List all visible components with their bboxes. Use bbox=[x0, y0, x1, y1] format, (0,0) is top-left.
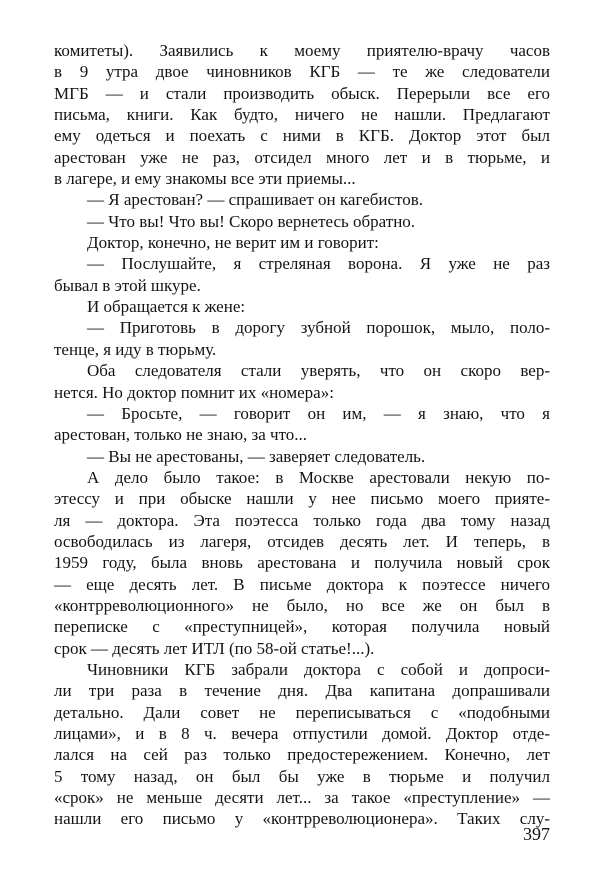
text-line: — Послушайте, я стреляная ворона. Я уже не раз bbox=[87, 254, 550, 274]
text-line: Чиновники КГБ забрали доктора с собой и допроси- bbox=[87, 659, 550, 679]
text-line: — Я арестован? — спрашивает он кагебистов. bbox=[87, 190, 424, 210]
text-line: письма, книги. Как будто, ничего не нашли. Предлагают bbox=[54, 105, 550, 125]
text-line: детально. Дали совет не переписываться с «подобными bbox=[54, 702, 550, 722]
body-text bbox=[54, 40, 550, 830]
text-line: лицами», и в 8 ч. вечера отпустили домой. Доктор отде- bbox=[54, 724, 550, 743]
text-line: срок — десять лет ИТЛ (по 58-ой статье!...). bbox=[54, 638, 375, 658]
text-line: комитеты). Заявились к моему приятелю-врачу часов bbox=[54, 41, 550, 60]
text-line: освободилась из лагеря, отсидев десять лет. И теперь, в bbox=[54, 531, 550, 551]
text-line: А дело было такое: в Москве арестовали некую по- bbox=[87, 467, 550, 487]
text-line: в лагере, и ему знакомы все эти приемы... bbox=[54, 169, 356, 189]
text-line: — Приготовь в дорогу зубной порошок, мыло, поло- bbox=[87, 318, 550, 338]
text-line: арестован уже не раз, отсидел много лет и в тюрьме, и bbox=[54, 147, 550, 167]
text-line: И обращается к жене: bbox=[87, 297, 246, 317]
text-line: лался на сей раз только предостережением. Конечно, лет bbox=[54, 745, 550, 765]
text-line: Оба следователя стали уверять, что он скоро вер- bbox=[87, 361, 550, 381]
text-line: этессу и при обыске нашли у нее письмо моего прияте- bbox=[54, 489, 550, 509]
text-line: нашли его письмо у «контрреволюционера». Таких слу- bbox=[54, 809, 550, 829]
text-line: нется. Но доктор помнит их «номера»: bbox=[54, 382, 334, 402]
text-line: МГБ — и стали производить обыск. Перерыли все его bbox=[54, 83, 550, 103]
text-line: «срок» не меньше десяти лет... за такое «преступление» — bbox=[54, 788, 550, 808]
text-line: арестован, только не знаю, за что... bbox=[54, 425, 308, 445]
text-line: Доктор, конечно, не верит им и говорит: bbox=[87, 233, 379, 253]
text-line: — еще десять лет. В письме доктора к поэтессе ничего bbox=[54, 574, 550, 594]
text-line: бывал в этой шкуре. bbox=[54, 275, 201, 295]
text-line: «контрреволюционного» не было, но все же он был в bbox=[54, 595, 550, 615]
text-line: в 9 утра двое чиновников КГБ — те же следователи bbox=[54, 62, 550, 82]
text-line: переписке с «преступницей», которая получила новый bbox=[54, 617, 550, 637]
text-line: 1959 году, была вновь арестована и получила новый срок bbox=[54, 553, 550, 573]
text-line: — Вы не арестованы, — заверяет следователь. bbox=[87, 446, 426, 466]
text-line: — Бросьте, — говорит он им, — я знаю, что я bbox=[87, 403, 550, 423]
text-line: ля — доктора. Эта поэтесса только года два тому назад bbox=[54, 510, 550, 530]
text-line: ли три раза в течение дня. Два капитана допрашивали bbox=[54, 681, 550, 701]
text-line: 5 тому назад, он был бы уже в тюрьме и получил bbox=[54, 766, 550, 786]
text-line: — Что вы! Что вы! Скоро вернетесь обратно. bbox=[87, 211, 416, 231]
text-line: тенце, я иду в тюрьму. bbox=[54, 339, 217, 359]
page-number: 397 bbox=[523, 824, 550, 844]
text-line: ему одеться и поехать с ними в КГБ. Доктор этот был bbox=[54, 126, 550, 146]
